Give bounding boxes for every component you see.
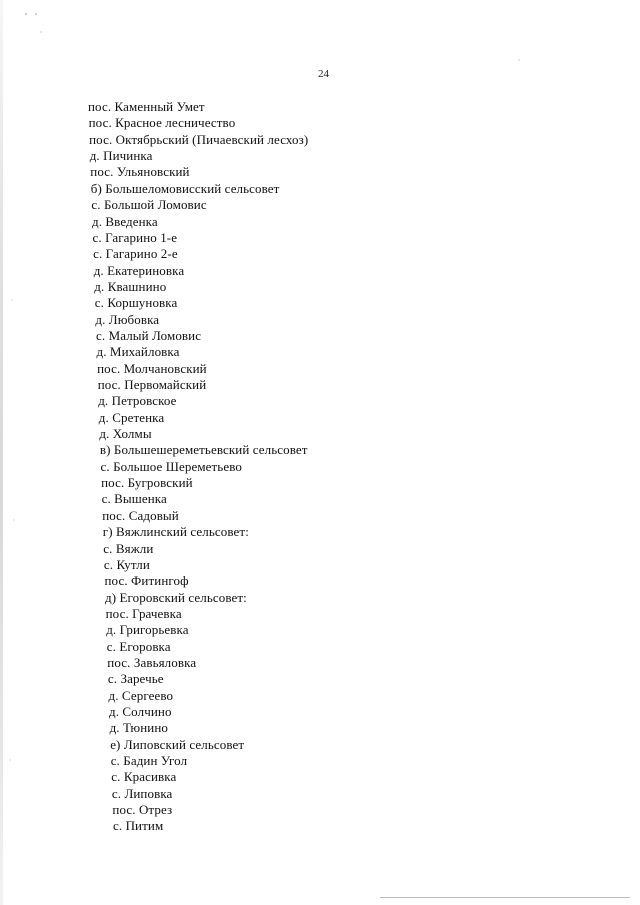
- document-line: пос. Отрез: [112, 802, 173, 818]
- document-line: д. Сретенка: [98, 409, 165, 425]
- document-line: б) Большеломовисский сельсовет: [90, 180, 280, 196]
- document-line: в) Большешереметьевский сельсовет: [99, 442, 308, 458]
- document-line: пос. Красное лесничество: [88, 115, 236, 131]
- document-line: д. Петровское: [98, 393, 177, 409]
- document-line: д. Тюнино: [109, 720, 168, 736]
- document-line: с. Егоровка: [106, 638, 171, 654]
- document-line: пос. Садовый: [102, 507, 179, 523]
- document-line: д. Холмы: [99, 426, 152, 441]
- document-line: с. Липовка: [111, 785, 173, 801]
- document-line: д. Введенка: [92, 213, 158, 229]
- document-line: с. Питим: [113, 818, 164, 834]
- document-line: д. Сергеево: [108, 687, 174, 703]
- document-line: д. Григорьевка: [106, 622, 189, 638]
- document-line: пос. Бугровский: [101, 475, 193, 491]
- document-line: с. Коршуновка: [94, 295, 178, 311]
- document-line: с. Бадин Угол: [110, 753, 188, 768]
- document-line: пос. Октябрьский (Пичаевский лесхоз): [89, 131, 309, 147]
- document-line: с. Кутли: [103, 556, 150, 572]
- document-line: пос. Первомайский: [97, 377, 207, 392]
- page-number: 24: [318, 68, 329, 80]
- document-line: пос. Ульяновский: [90, 164, 190, 180]
- document-line: д. Солчино: [109, 704, 172, 719]
- document-line: г) Вяжлинский сельсовет:: [102, 524, 249, 540]
- document-line: пос. Завьяловка: [107, 654, 197, 670]
- document-line: пос. Грачевка: [105, 605, 182, 621]
- document-line: пос. Каменный Умет: [88, 99, 205, 114]
- document-line: д) Егоровский сельсовет:: [105, 589, 247, 605]
- document-line: д. Любовка: [95, 311, 160, 327]
- document-line: е) Липовский сельсовет: [110, 736, 245, 752]
- document-line: с. Красивка: [111, 769, 177, 785]
- document-line: д. Екатериновка: [93, 262, 185, 278]
- document-line: с. Вышенка: [101, 491, 167, 507]
- document-line: с. Заречье: [107, 671, 164, 687]
- document-line: с. Большой Ломовис: [91, 197, 207, 213]
- document-line: с. Большое Шереметьево: [100, 458, 242, 474]
- document-line: с. Вяжли: [103, 540, 154, 556]
- document-line: с. Гагарино 1-е: [92, 229, 178, 245]
- document-line: пос. Молчановский: [97, 360, 207, 376]
- document-line: пос. Фитингоф: [104, 573, 189, 589]
- document-line: с. Малый Ломовис: [96, 327, 202, 343]
- document-line: с. Гагарино 2-е: [93, 246, 178, 262]
- scan-bottom-rule: [380, 897, 630, 898]
- document-line: д. Квашнино: [94, 278, 167, 294]
- document-line: д. Пичинка: [89, 148, 153, 164]
- document-line: д. Михайловка: [96, 344, 180, 360]
